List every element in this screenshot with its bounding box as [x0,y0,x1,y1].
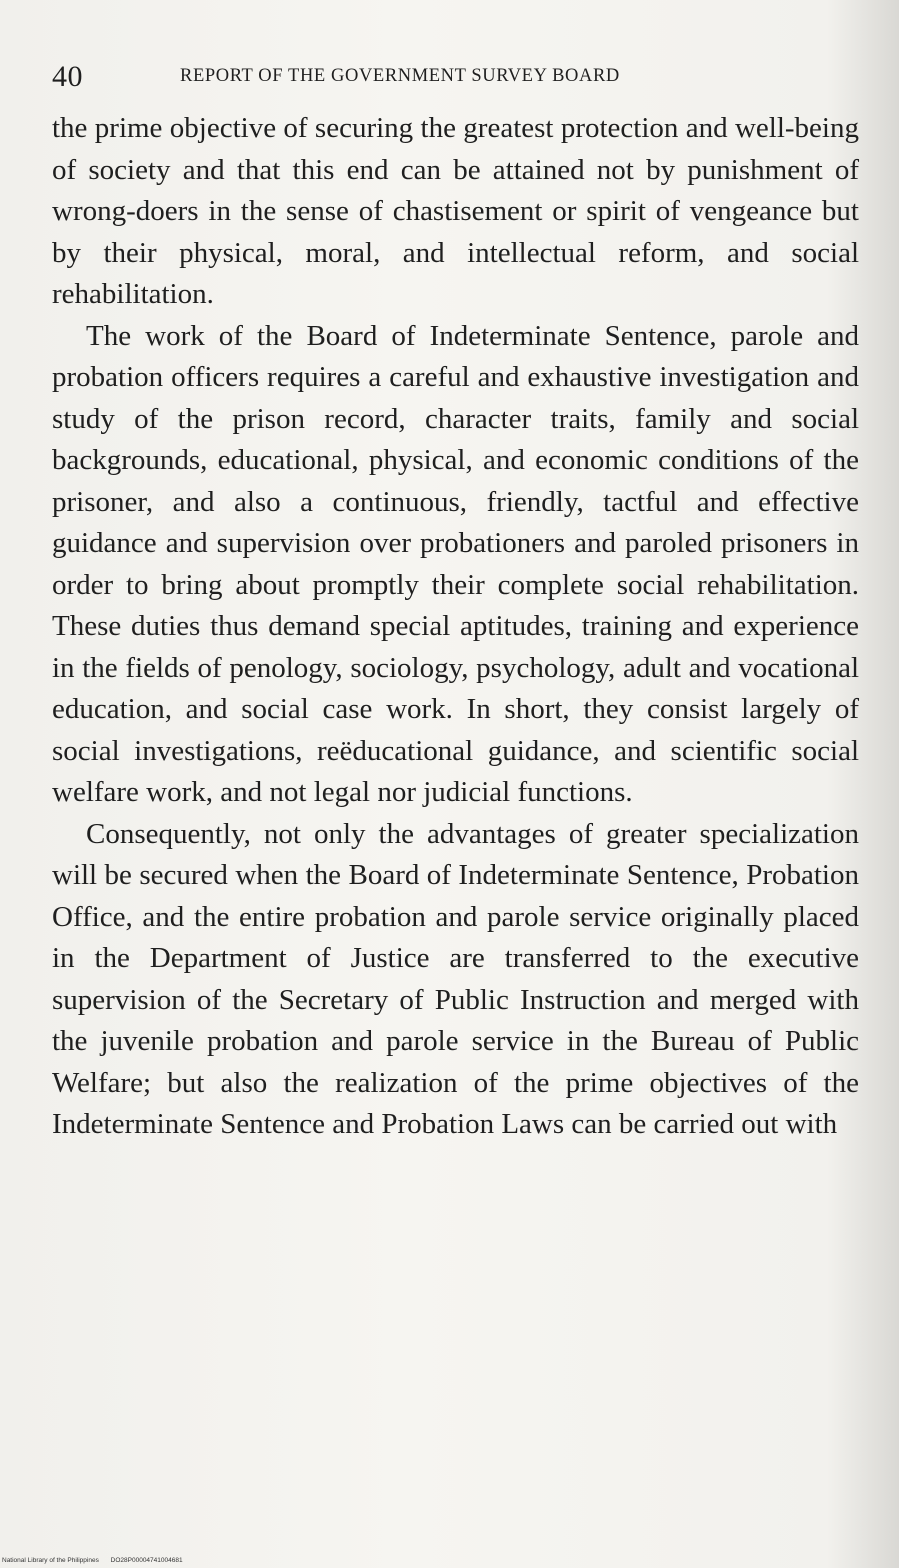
paragraph-board-duties: The work of the Board of Indeterminate Sentence, parole and probation officers requires a careful and exhaustive investigation and study of the prison record, character traits, family and social backgrounds, educational, physical, and economic conditions of the prisoner, and also a continuous, friendly, tactful and effective guidance and supervision over probationers and paroled prisoners in order to bring about promptly their complete social rehabilitation. These duties thus demand special aptitudes, training and experience in the fields of penology, sociology, psychology, adult and vocational education, and social case work. In short, they consist largely of social investigations, reëducational guidance, and scientific social welfare work, and not legal nor judicial functions. [52,319,859,808]
scan-footer [2,1557,183,1564]
body-text [52,108,859,1146]
page-header [52,60,852,100]
paragraph-continuation: the prime objective of securing the greatest protection and well-being of society and that this end can be attained not by punishment of wrong-doers in the sense of chastisement or spirit of vengeance but by their physical, moral, and intellectual reform, and social rehabilitation. [52,112,859,310]
running-head: REPORT OF THE GOVERNMENT SURVEY BOARD [180,66,620,86]
page-number: 40 [52,60,83,93]
paragraph-consequently: Consequently, not only the advantages of greater specialization will be secured when the Board of Indeterminate Sentence, Probation Office, and the entire probation and parole service originally placed in the Department of Justice are transferred to the executive supervision of the Secretary of Public Instruction and merged with the juvenile probation and parole service in the Bureau of Public Welfare; but also the realization of the prime objectives of the Indeterminate Sentence and Probation Laws can be carried out with [52,817,859,1140]
footer-code: DO28P00004741004681 [110,1557,183,1564]
footer-library: National Library of the Philippines [2,1557,99,1564]
